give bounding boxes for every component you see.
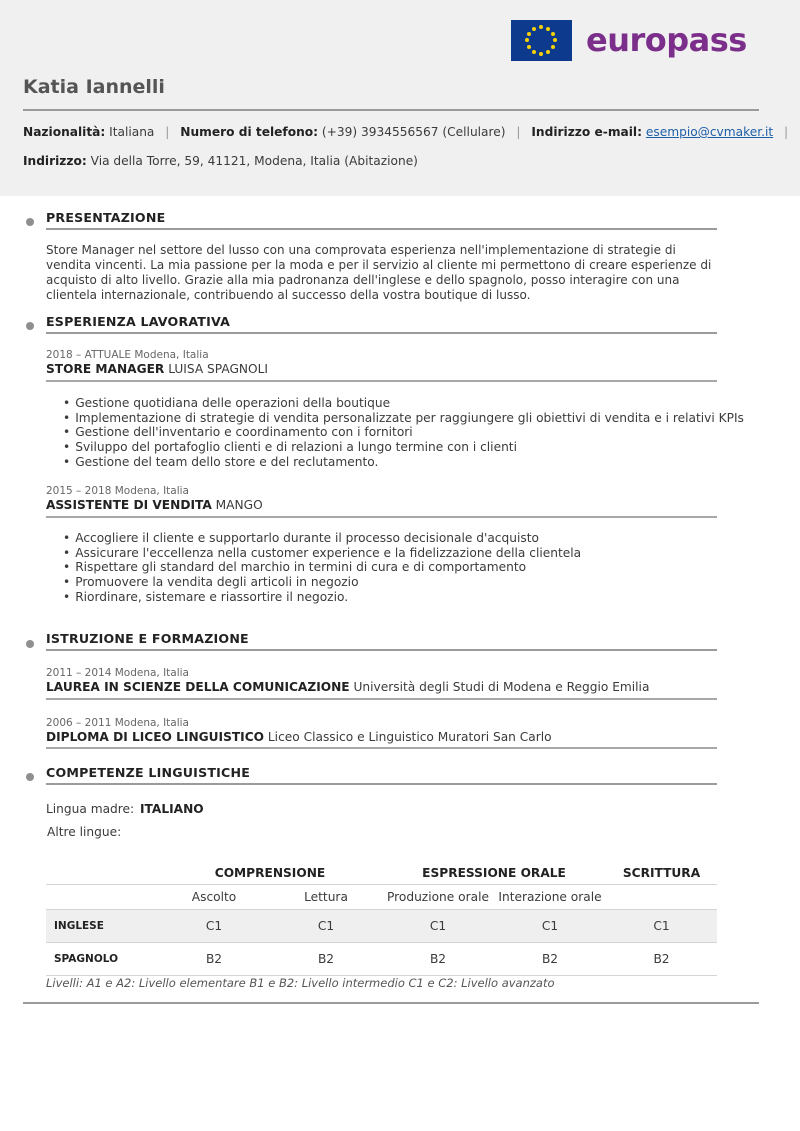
phone-label: Numero di telefono: [180, 125, 319, 139]
group-header-speaking: ESPRESSIONE ORALE [422, 866, 566, 880]
education-meta: 2011 – 2014 Modena, Italia [46, 667, 189, 679]
table-subheader-row [46, 885, 717, 910]
job-role: ASSISTENTE DI VENDITA [46, 498, 212, 512]
education-title [46, 730, 552, 744]
job-bullet-list [63, 531, 581, 605]
europass-wordmark: europass [586, 21, 747, 59]
education-divider [46, 698, 717, 700]
phone-value: (+39) 3934556567 (Cellulare) [321, 125, 506, 139]
list-item: • Assicurare l'eccellenza nella customer experience e la fidelizzazione della clientela [63, 546, 581, 561]
level-cell: B2 [494, 943, 606, 976]
nationality-value: Italiana [109, 125, 155, 139]
section-divider [46, 332, 717, 334]
footer-divider [23, 1002, 759, 1004]
job-divider [46, 380, 717, 382]
separator: | [784, 125, 789, 139]
section-bullet [26, 322, 34, 330]
job-title [46, 362, 268, 376]
section-title-experience: ESPERIENZA LAVORATIVA [46, 314, 231, 329]
group-header-comprehension: COMPRENSIONE [214, 866, 326, 880]
language-name: SPAGNOLO [46, 943, 158, 976]
language-name: INGLESE [46, 910, 158, 943]
contact-line-2 [23, 154, 418, 168]
list-item: • Accogliere il cliente e supportarlo durante il processo decisionale d'acquisto [63, 531, 581, 546]
section-title-education: ISTRUZIONE E FORMAZIONE [46, 631, 249, 646]
presentation-text: Store Manager nel settore del lusso con una comprovata esperienza nell'implementazione di strategie di vendita vincenti. La mia passione per la moda e per il servizio al cliente mi permettono di creare esperienze di acquisto di alto livello. Grazie alla mia padronanza dell'inglese e dello spagnolo, posso interagire con una clientela internazionale, contribuendo al successo della vostra boutique di lusso. [46, 243, 712, 302]
contact-line-1 [23, 125, 795, 139]
education-school: Liceo Classico e Linguistico Muratori San Carlo [267, 730, 552, 744]
job-company: LUISA SPAGNOLI [168, 362, 269, 376]
section-bullet [26, 218, 34, 226]
eu-flag-icon [511, 20, 572, 61]
level-cell: B2 [382, 943, 494, 976]
education-title [46, 680, 649, 694]
header-divider [23, 109, 759, 111]
subheader-listening: Ascolto [158, 885, 270, 910]
education-degree: LAUREA IN SCIENZE DELLA COMUNICAZIONE [46, 680, 350, 694]
level-cell: B2 [606, 943, 717, 976]
mother-tongue-value: ITALIANO [140, 802, 204, 816]
list-item: • Implementazione di strategie di vendita personalizzate per raggiungere gli obiettivi di vendita e i relativi KPIs [63, 411, 744, 426]
level-cell: C1 [158, 910, 270, 943]
list-item: • Promuovere la vendita degli articoli in negozio [63, 575, 581, 590]
list-item: • Gestione dell'inventario e coordinamento con i fornitori [63, 425, 744, 440]
nationality-label: Nazionalità: [23, 125, 106, 139]
level-cell: C1 [382, 910, 494, 943]
section-bullet [26, 640, 34, 648]
email-link[interactable]: esempio@cvmaker.it [645, 125, 774, 139]
section-title-languages: COMPETENZE LINGUISTICHE [46, 765, 250, 780]
list-item: • Riordinare, sistemare e riassortire il negozio. [63, 590, 581, 605]
list-item: • Sviluppo del portafoglio clienti e di relazioni a lungo termine con i clienti [63, 440, 744, 455]
person-name: Katia Iannelli [23, 76, 165, 98]
level-cell: C1 [494, 910, 606, 943]
language-table [46, 852, 717, 976]
job-company: MANGO [215, 498, 263, 512]
subheader-reading: Lettura [270, 885, 382, 910]
group-header-writing: SCRITTURA [622, 866, 701, 880]
job-meta: 2015 – 2018 Modena, Italia [46, 485, 189, 497]
table-header-row [46, 852, 717, 885]
subheader-spoken-interaction: Interazione orale [494, 885, 606, 910]
email-label: Indirizzo e-mail: [531, 125, 642, 139]
address-label: Indirizzo: [23, 154, 87, 168]
mother-tongue-label: Lingua madre: [46, 802, 135, 816]
subheader-spoken-production: Produzione orale [382, 885, 494, 910]
table-row [46, 910, 717, 943]
levels-note: Livelli: A1 e A2: Livello elementare B1 e B2: Livello intermedio C1 e C2: Livello avanzato [46, 976, 555, 990]
cv-header [0, 0, 800, 196]
education-meta: 2006 – 2011 Modena, Italia [46, 717, 189, 729]
job-meta: 2018 – ATTUALE Modena, Italia [46, 349, 209, 361]
level-cell: B2 [270, 943, 382, 976]
separator: | [516, 125, 521, 139]
level-cell: C1 [270, 910, 382, 943]
level-cell: C1 [606, 910, 717, 943]
education-degree: DIPLOMA DI LICEO LINGUISTICO [46, 730, 265, 744]
separator: | [165, 125, 170, 139]
list-item: • Gestione del team dello store e del reclutamento. [63, 455, 744, 470]
list-item: • Rispettare gli standard del marchio in termini di cura e di comportamento [63, 560, 581, 575]
europass-logo [511, 20, 747, 61]
job-title [46, 498, 263, 512]
table-row [46, 943, 717, 976]
section-divider [46, 783, 717, 785]
section-divider [46, 649, 717, 651]
job-bullet-list [63, 396, 744, 470]
education-school: Università degli Studi di Modena e Reggio Emilia [353, 680, 650, 694]
list-item: • Gestione quotidiana delle operazioni della boutique [63, 396, 744, 411]
other-languages-label: Altre lingue: [47, 825, 122, 839]
level-cell: B2 [158, 943, 270, 976]
education-divider [46, 747, 717, 749]
job-divider [46, 516, 717, 518]
section-bullet [26, 773, 34, 781]
job-role: STORE MANAGER [46, 362, 165, 376]
section-divider [46, 228, 717, 230]
section-title-presentation: PRESENTAZIONE [46, 210, 166, 225]
address-value: Via della Torre, 59, 41121, Modena, Italia (Abitazione) [90, 154, 418, 168]
